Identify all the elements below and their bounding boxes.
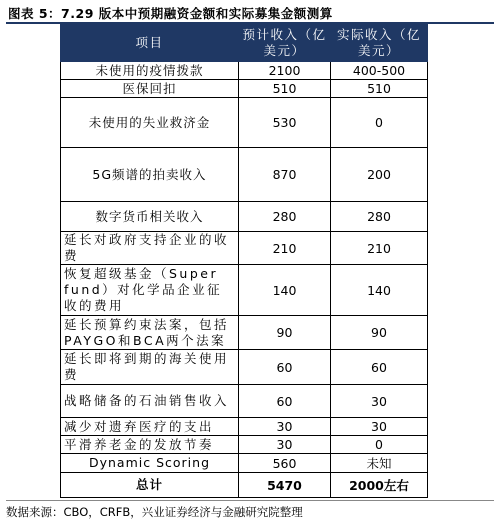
row-expected: 90 — [239, 316, 331, 350]
row-item: 延长预算约束法案，包括PAYGO和BCA两个法案 — [61, 316, 239, 350]
table-row — [61, 350, 428, 385]
row-actual: 30 — [331, 418, 428, 436]
row-expected: 30 — [239, 418, 331, 436]
row-item: 医保回扣 — [61, 80, 239, 98]
row-expected: 30 — [239, 436, 331, 454]
header-expected: 预计收入（亿美元） — [239, 25, 331, 62]
funding-table — [60, 24, 428, 498]
row-item: 5G频谱的拍卖收入 — [61, 148, 239, 202]
row-item: 平滑养老金的发放节奏 — [61, 436, 239, 454]
total-label: 总计 — [61, 473, 239, 498]
row-expected: 530 — [239, 98, 331, 148]
row-actual: 未知 — [331, 454, 428, 473]
row-item: Dynamic Scoring — [61, 454, 239, 473]
row-actual: 0 — [331, 436, 428, 454]
row-actual: 90 — [331, 316, 428, 350]
row-expected: 2100 — [239, 62, 331, 80]
header-actual: 实际收入（亿美元） — [331, 25, 428, 62]
row-actual: 60 — [331, 350, 428, 385]
total-expected: 5470 — [239, 473, 331, 498]
row-expected: 60 — [239, 350, 331, 385]
row-expected: 210 — [239, 232, 331, 265]
table-row — [61, 232, 428, 265]
total-row — [61, 473, 428, 498]
table-row — [61, 202, 428, 232]
row-expected: 140 — [239, 265, 331, 316]
row-actual: 140 — [331, 265, 428, 316]
source-note: 数据来源：CBO，CRFB，兴业证券经济与金融研究院整理 — [6, 500, 494, 520]
row-expected: 510 — [239, 80, 331, 98]
row-actual: 510 — [331, 80, 428, 98]
row-item: 延长即将到期的海关使用费 — [61, 350, 239, 385]
table-row — [61, 436, 428, 454]
row-actual: 0 — [331, 98, 428, 148]
row-actual: 210 — [331, 232, 428, 265]
total-actual: 2000左右 — [331, 473, 428, 498]
table-row — [61, 148, 428, 202]
figure-title: 图表 5：7.29 版本中预期融资金额和实际募集金额测算 — [8, 6, 333, 21]
row-item: 未使用的疫情拨款 — [61, 62, 239, 80]
table-header-row — [61, 25, 428, 62]
table-row — [61, 385, 428, 418]
row-actual: 200 — [331, 148, 428, 202]
row-actual: 400-500 — [331, 62, 428, 80]
table-row — [61, 418, 428, 436]
row-expected: 870 — [239, 148, 331, 202]
title-bar — [6, 2, 494, 24]
row-item: 减少对遗弃医疗的支出 — [61, 418, 239, 436]
table-row — [61, 62, 428, 80]
table-row — [61, 316, 428, 350]
row-item: 恢复超级基金（Super fund）对化学品企业征收的费用 — [61, 265, 239, 316]
table-row — [61, 454, 428, 473]
row-actual: 30 — [331, 385, 428, 418]
row-expected: 560 — [239, 454, 331, 473]
row-item: 数字货币相关收入 — [61, 202, 239, 232]
table-row — [61, 80, 428, 98]
table-row — [61, 265, 428, 316]
row-item: 未使用的失业救济金 — [61, 98, 239, 148]
row-expected: 60 — [239, 385, 331, 418]
header-item: 项目 — [61, 25, 239, 62]
row-item: 战略储备的石油销售收入 — [61, 385, 239, 418]
row-expected: 280 — [239, 202, 331, 232]
table-row — [61, 98, 428, 148]
row-item: 延长对政府支持企业的收费 — [61, 232, 239, 265]
row-actual: 280 — [331, 202, 428, 232]
